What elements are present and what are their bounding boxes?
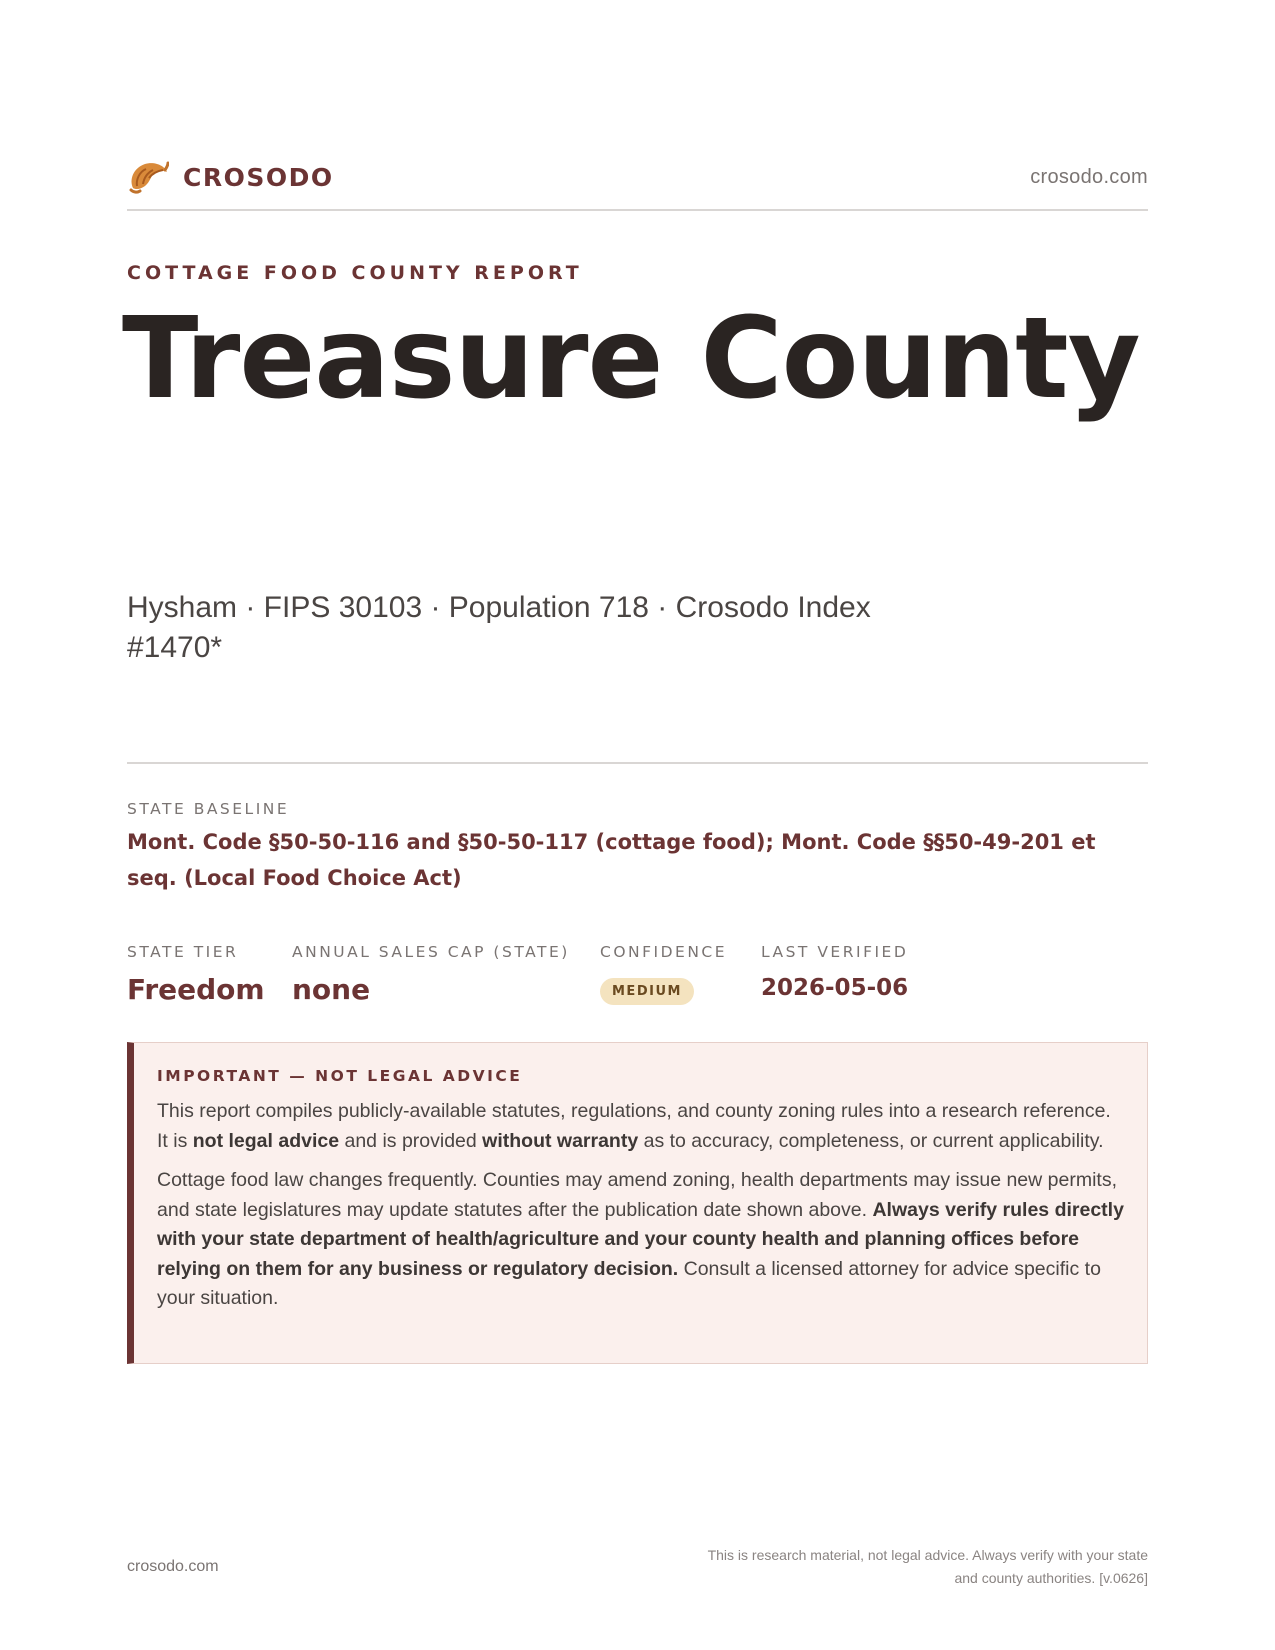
brand-name: CROSODO: [183, 162, 334, 192]
brand[interactable]: [127, 158, 334, 196]
state-tier-label: STATE TIER: [127, 943, 239, 961]
notice-title: IMPORTANT — NOT LEGAL ADVICE: [157, 1067, 523, 1085]
last-verified-value: 2026-05-06: [761, 975, 909, 1001]
legal-notice: [127, 1042, 1148, 1364]
stat-sales-cap: [292, 943, 570, 1006]
notice-text: and is provided: [339, 1129, 483, 1152]
state-baseline-label: STATE BASELINE: [127, 800, 290, 818]
county-subtitle: Hysham · FIPS 30103 · Population 718 · Crosodo Index #1470*: [127, 591, 871, 664]
footer-disclaimer-line: This is research material, not legal advice. Always verify with your state: [707, 1547, 1148, 1563]
report-eyebrow: COTTAGE FOOD COUNTY REPORT: [127, 262, 583, 284]
page-header: [127, 158, 1148, 211]
stat-confidence: [600, 943, 727, 1005]
notice-emphasis: without warranty: [482, 1129, 639, 1152]
page-title: Treasure County: [122, 294, 1140, 424]
state-baseline-text: Mont. Code §50-50-116 and §50-50-117 (cottage food); Mont. Code §§50-49-201 et seq. (Local Food Choice Act): [127, 830, 1096, 890]
sales-cap-value: none: [292, 973, 371, 1006]
confidence-badge: MEDIUM: [600, 978, 694, 1005]
footer-site-link[interactable]: crosodo.com: [127, 1558, 219, 1575]
notice-paragraph-2: [157, 1166, 1125, 1314]
notice-text: as to accuracy, completeness, or current applicability.: [638, 1129, 1104, 1152]
notice-emphasis: Always verify rules directly with your state department of health/agriculture and your county health and planning offices before relying on them for any business or regulatory decision.: [157, 1198, 1124, 1280]
footer-disclaimer-line: and county authorities. [v.0626]: [954, 1570, 1148, 1586]
stats-row: [127, 943, 1148, 1013]
footer-disclaimer: [628, 1544, 1148, 1590]
notice-paragraph-1: [157, 1097, 1125, 1156]
state-tier-value: Freedom: [127, 973, 265, 1006]
stat-state-tier: [127, 943, 265, 1006]
notice-text: Consult a licensed attorney for advice specific to your situation.: [157, 1257, 1101, 1309]
confidence-label: CONFIDENCE: [600, 943, 728, 961]
notice-text: Cottage food law changes frequently. Counties may amend zoning, health departments may issue new permits, and state legislatures may update statutes after the publication date shown above.: [157, 1169, 1117, 1221]
notice-emphasis: not legal advice: [192, 1129, 340, 1152]
sales-cap-label: ANNUAL SALES CAP (STATE): [292, 943, 570, 961]
site-link[interactable]: crosodo.com: [1030, 166, 1148, 188]
notice-text: This report compiles publicly-available statutes, regulations, and county zoning rules into a research reference. It is: [157, 1100, 1111, 1152]
last-verified-label: LAST VERIFIED: [761, 943, 909, 961]
croissant-icon: [127, 158, 169, 196]
stat-last-verified: [761, 943, 908, 1001]
section-divider: [127, 762, 1148, 764]
